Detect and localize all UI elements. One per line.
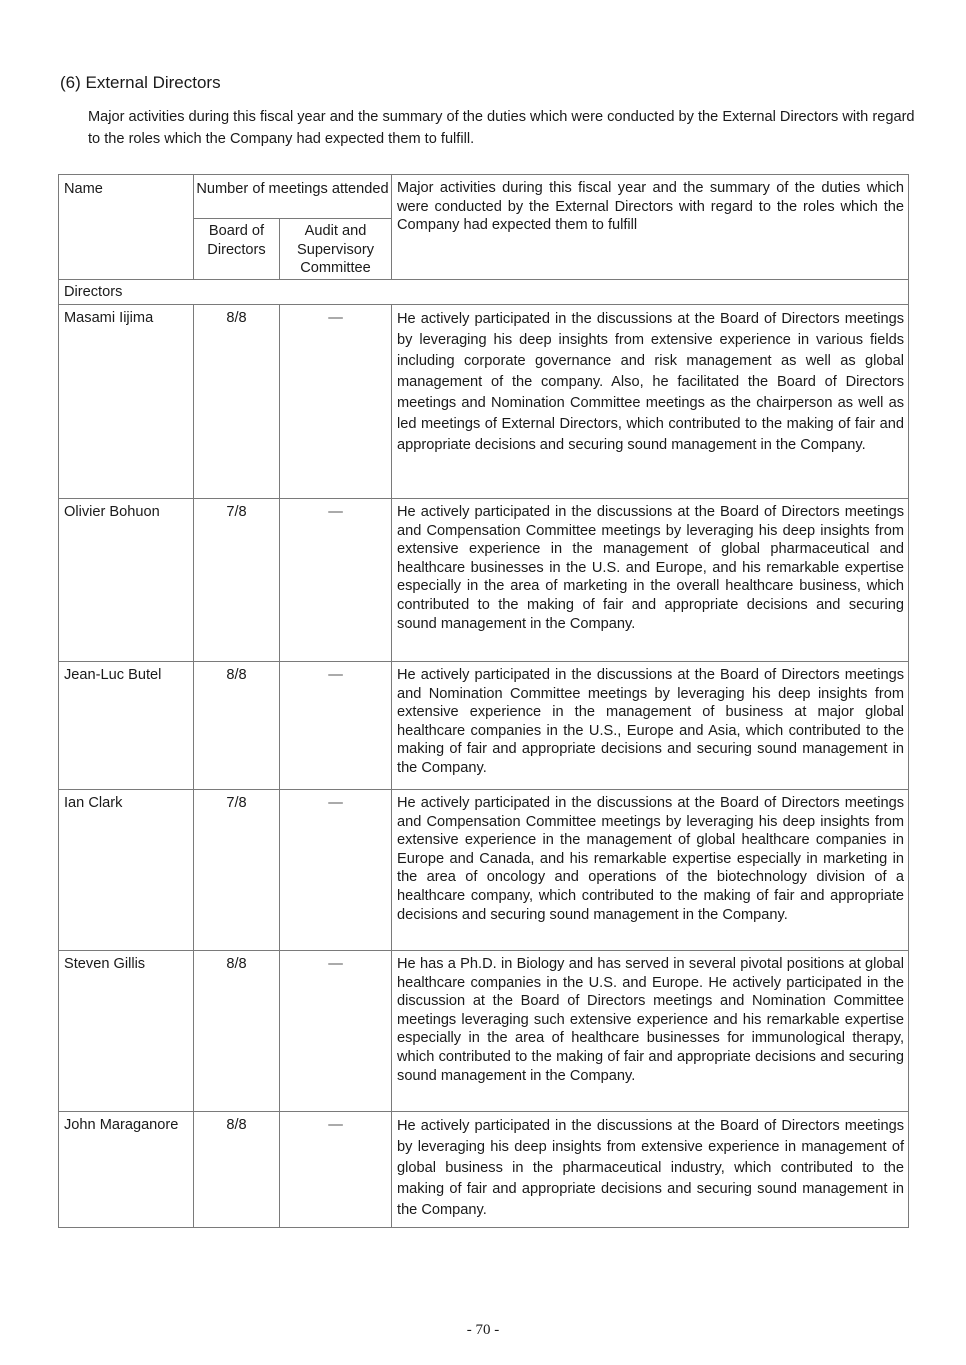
board-attendance: 8/8 [194, 1112, 280, 1228]
audit-attendance: ― [280, 790, 392, 951]
table-row [59, 662, 909, 790]
board-attendance: 7/8 [194, 499, 280, 662]
audit-attendance: ― [280, 662, 392, 790]
table-row [59, 1112, 909, 1228]
director-name: Steven Gillis [59, 951, 194, 1112]
board-attendance: 8/8 [194, 951, 280, 1112]
header-audit-committee: Audit and Supervisory Committee [280, 219, 392, 280]
table-row [59, 790, 909, 951]
table-row [59, 305, 909, 499]
director-activities: He actively participated in the discussions at the Board of Directors meetings by leveraging his deep insights from extensive experience in various fields including corporate governance and risk management as well as global management of the company. Also, he facilitated the Board of Directors meetings and Nomination Committee meetings as the chairperson as well as led meetings of External Directors, which contributed to the making of fair and appropriate decisions and securing sound management in the Company. [392, 305, 909, 499]
header-name: Name [59, 175, 194, 280]
external-directors-table [58, 174, 909, 1228]
group-label-directors: Directors [59, 280, 909, 305]
table-row [59, 499, 909, 662]
audit-attendance: ― [280, 499, 392, 662]
page-number: - 70 - [466, 1322, 500, 1338]
director-activities: He actively participated in the discussions at the Board of Directors meetings and Compensation Committee meetings by leveraging his deep insights from extensive experience in the management of global healthcare companies in Europe and Canada, and his remarkable expertise especially in marketing in the area of oncology and operations of the biotechnology division of a healthcare company, which contributed to the making of fair and appropriate decisions and securing sound management in the Company. [392, 790, 909, 951]
board-attendance: 8/8 [194, 305, 280, 499]
section-intro: Major activities during this fiscal year and the summary of the duties which were conducted by the External Directors with regard to the roles which the Company had expected them to fulfill. [88, 109, 915, 147]
section-title: (6) External Directors [60, 73, 221, 92]
board-attendance: 7/8 [194, 790, 280, 951]
audit-attendance: ― [280, 951, 392, 1112]
director-name: Jean-Luc Butel [59, 662, 194, 790]
header-meetings-attended: Number of meetings attended [194, 175, 392, 219]
director-activities: He has a Ph.D. in Biology and has served in several pivotal positions at global healthcare companies in the U.S. and Europe. He actively participated in the discussion at the Board of Directors meetings and Nomination Committee meetings leveraging such extensive experience and his remarkable expertise especially in the area of healthcare businesses for immunological therapy, which contributed to the making of fair and appropriate decisions and securing sound management in the Company. [392, 951, 909, 1112]
director-name: Ian Clark [59, 790, 194, 951]
director-activities: He actively participated in the discussions at the Board of Directors meetings by leveraging his deep insights from extensive experience in management of global business in the pharmaceutical industry, which contributed to the making of fair and appropriate decisions and securing sound management in the Company. [392, 1112, 909, 1228]
director-name: John Maraganore [59, 1112, 194, 1228]
header-activities: Major activities during this fiscal year and the summary of the duties which were conducted by the External Directors with regard to the roles which the Company had expected them to fulfill [392, 175, 909, 280]
board-attendance: 8/8 [194, 662, 280, 790]
director-activities: He actively participated in the discussions at the Board of Directors meetings and Nomination Committee meetings by leveraging his deep insights from extensive experience in the management of business at major global healthcare companies in the U.S., Europe and Asia, which contributed to the making of fair and appropriate decisions and securing sound management in the Company. [392, 662, 909, 790]
header-board-of-directors: Board of Directors [194, 219, 280, 280]
audit-attendance: ― [280, 305, 392, 499]
table-row [59, 951, 909, 1112]
audit-attendance: ― [280, 1112, 392, 1228]
director-name: Olivier Bohuon [59, 499, 194, 662]
director-activities: He actively participated in the discussions at the Board of Directors meetings and Compensation Committee meetings by leveraging his deep insights from extensive experience in the management of global pharmaceutical and healthcare businesses in the U.S. and Europe, and his remarkable expertise especially in the area of marketing in the overall healthcare business, which contributed to the making of fair and appropriate decisions and securing sound management in the Company. [392, 499, 909, 662]
director-name: Masami Iijima [59, 305, 194, 499]
